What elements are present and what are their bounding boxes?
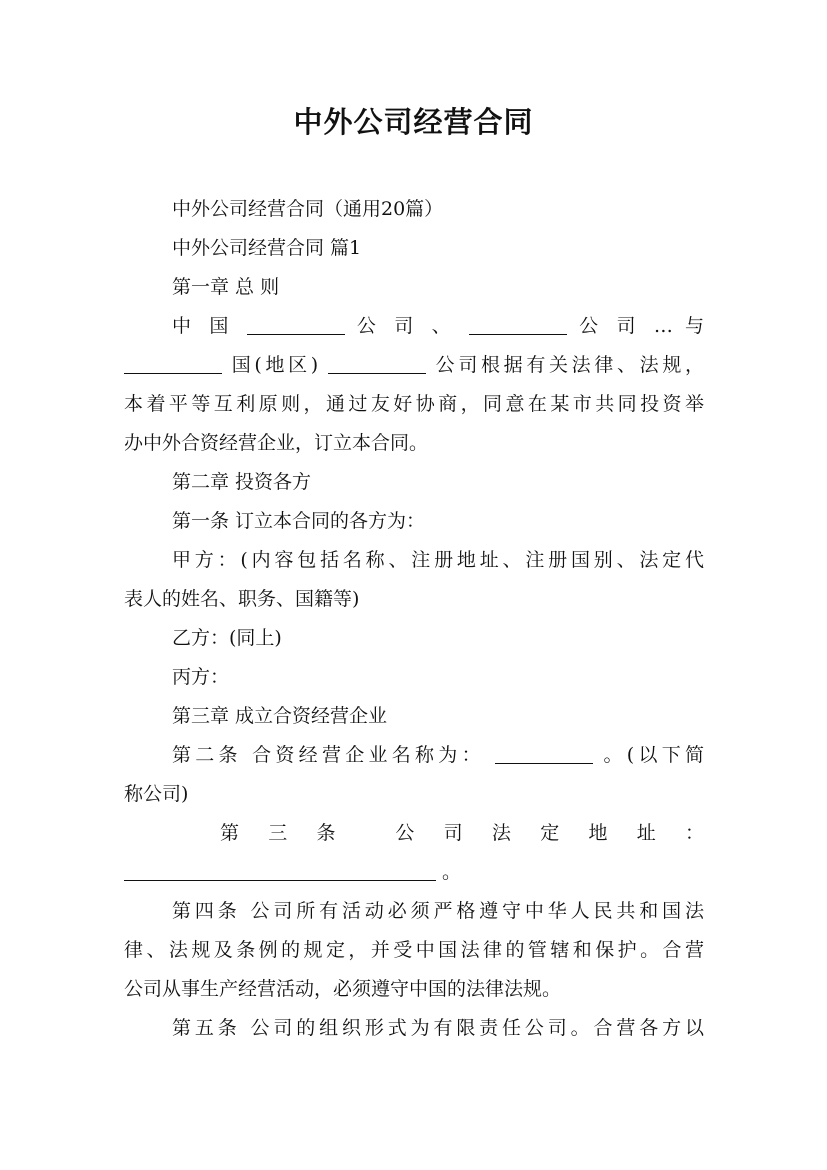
document-body	[124, 190, 704, 1048]
intro-text-d: 国(地区)	[231, 354, 319, 376]
chapter-2-heading: 第二章 投资各方	[172, 471, 312, 493]
party-a-line-1: 甲方：(内容包括名称、注册地址、注册国别、法定代	[172, 549, 704, 571]
article-3-line-1: 第 三 条 公 司 法 定 地 址 ：	[220, 822, 704, 844]
article-1: 第一条 订立本合同的各方为：	[172, 510, 426, 532]
heading-main: 中外公司经营合同（通用20篇）	[172, 198, 444, 220]
intro-text-a: 中 国	[172, 315, 235, 337]
chapter-3-heading: 第三章 成立合资经营企业	[172, 705, 388, 727]
article-2-text-b: 。(以下简	[603, 744, 704, 766]
blank-line	[328, 353, 426, 374]
intro-text-c: 公 司 … 与	[579, 315, 705, 337]
blank-line	[124, 353, 222, 374]
article-3-line-2	[124, 853, 704, 892]
article-4-line-2: 律、法规及条例的规定，并受中国法律的管辖和保护。合营	[124, 939, 704, 961]
article-3-text-b: 。	[442, 861, 462, 883]
party-c: 丙方：	[172, 666, 230, 688]
heading-part: 中外公司经营合同 篇1	[172, 237, 362, 259]
article-5-line-1: 第五条 公司的组织形式为有限责任公司。合营各方以	[172, 1017, 704, 1039]
article-2-line-2: 称公司)	[124, 783, 189, 805]
blank-line	[469, 314, 567, 335]
document-title: 中外公司经营合同	[293, 105, 534, 139]
blank-line	[124, 860, 436, 881]
intro-text-e: 公司根据有关法律、法规，	[435, 354, 704, 376]
article-4-line-1: 第四条 公司所有活动必须严格遵守中华人民共和国法	[172, 900, 704, 922]
party-b: 乙方：(同上)	[172, 627, 282, 649]
intro-line-1	[124, 307, 704, 346]
article-4-line-3: 公司从事生产经营活动，必须遵守中国的法律法规。	[124, 978, 562, 1000]
intro-line-2	[124, 346, 704, 385]
party-a-line-2: 表人的姓名、职务、国籍等)	[124, 588, 360, 610]
intro-text-b: 公 司 、	[356, 315, 457, 337]
intro-line-3: 本着平等互利原则，通过友好协商，同意在某市共同投资举	[124, 393, 704, 415]
article-2-text-a: 第二条 合资经营企业名称为：	[172, 744, 485, 766]
article-2-line-1	[124, 736, 704, 775]
blank-line	[247, 314, 345, 335]
chapter-1-heading: 第一章 总 则	[172, 276, 280, 298]
blank-line	[495, 743, 593, 764]
intro-line-4: 办中外合资经营企业，订立本合同。	[124, 432, 429, 454]
